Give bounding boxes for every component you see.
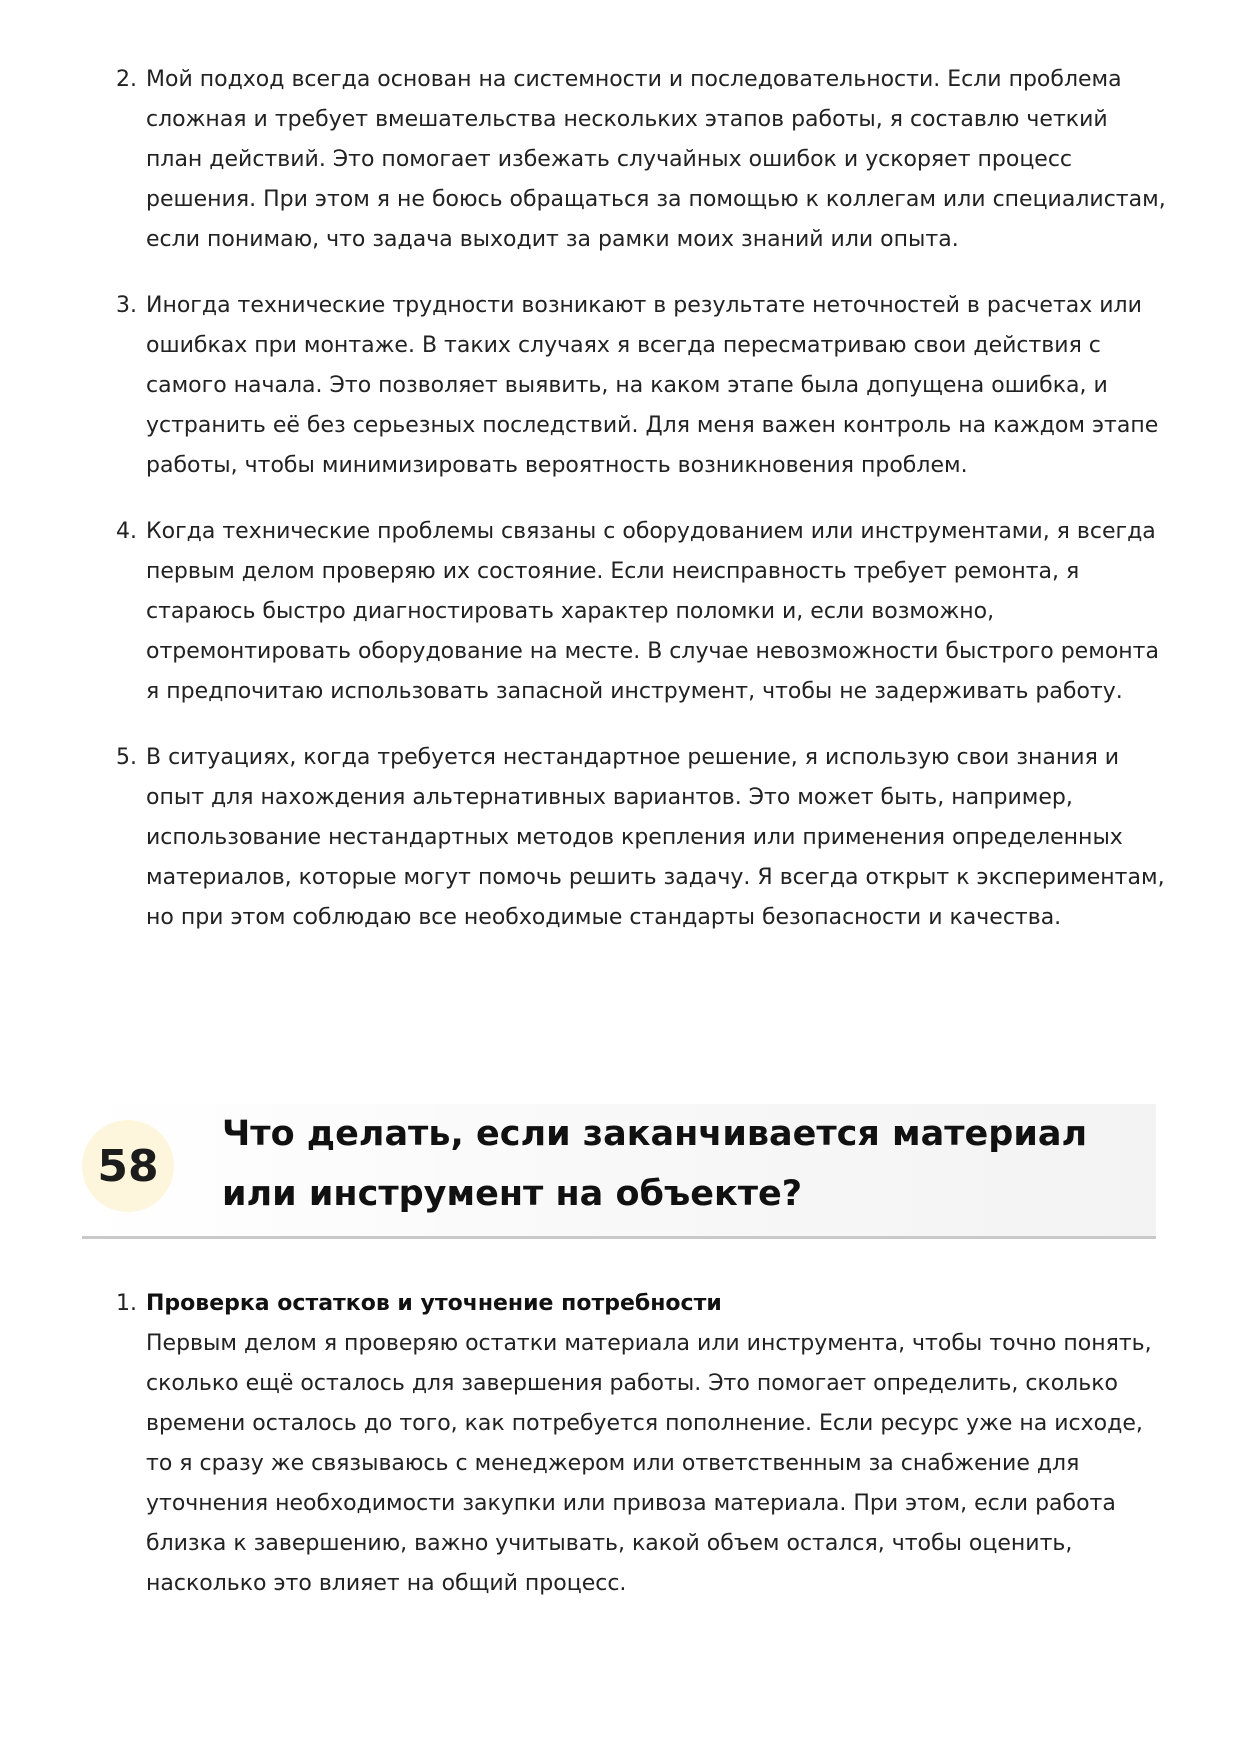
list-item	[108, 738, 1168, 938]
list-item	[108, 512, 1168, 712]
list-item	[108, 60, 1168, 260]
numbered-list-top	[108, 60, 1168, 964]
list-item-title: Проверка остатков и уточнение потребности	[146, 1291, 722, 1316]
numbered-list-bottom	[108, 1284, 1168, 1630]
list-item-number: 5.	[116, 745, 137, 770]
section-number-badge: 58	[82, 1120, 174, 1212]
list-item-number: 4.	[116, 519, 137, 544]
list-item-number: 2.	[116, 67, 137, 92]
section-title: Что делать, если заканчивается материал или инструмент на объекте?	[222, 1114, 1088, 1214]
section-header	[82, 1104, 1156, 1238]
list-item-text: Мой подход всегда основан на системности и последовательности. Если проблема сложная и требует вмешательства нескольких этапов работы, я составлю четкий план действий. Это помогает избежать случайных ошибок и ускоряет процесс решения. При этом я не боюсь обращаться за помощью к коллегам или специалистам, если понимаю, что задача выходит за рамки моих знаний или опыта.	[146, 67, 1166, 252]
list-item-text: Иногда технические трудности возникают в результате неточностей в расчетах или ошибках при монтаже. В таких случаях я всегда пересматриваю свои действия с самого начала. Это позволяет выявить, на каком этапе была допущена ошибка, и устранить её без серьезных последствий. Для меня важен контроль на каждом этапе работы, чтобы минимизировать вероятность возникновения проблем.	[146, 293, 1159, 478]
list-item-text: Первым делом я проверяю остатки материала или инструмента, чтобы точно понять, сколько ещё осталось для завершения работы. Это помогает определить, сколько времени осталось до того, как потребуется пополнение. Если ресурс уже на исходе, то я сразу же связываюсь с менеджером или ответственным за снабжение для уточнения необходимости закупки или привоза материала. При этом, если работа близка к завершению, важно учитывать, какой объем остался, чтобы оценить, насколько это влияет на общий процесс.	[146, 1331, 1152, 1596]
list-item-number: 1.	[116, 1291, 137, 1316]
list-item-text: В ситуациях, когда требуется нестандартное решение, я использую свои знания и опыт для нахождения альтернативных вариантов. Это может быть, например, использование нестандартных методов крепления или применения определенных материалов, которые могут помочь решить задачу. Я всегда открыт к экспериментам, но при этом соблюдаю все необходимые стандарты безопасности и качества.	[146, 745, 1165, 930]
list-item-text: Когда технические проблемы связаны с оборудованием или инструментами, я всегда первым делом проверяю их состояние. Если неисправность требует ремонта, я стараюсь быстро диагностировать характер поломки и, если возможно, отремонтировать оборудование на месте. В случае невозможности быстрого ремонта я предпочитаю использовать запасной инструмент, чтобы не задерживать работу.	[146, 519, 1159, 704]
list-item	[108, 1284, 1168, 1604]
list-item	[108, 286, 1168, 486]
list-item-number: 3.	[116, 293, 137, 318]
section-divider	[82, 1236, 1156, 1239]
